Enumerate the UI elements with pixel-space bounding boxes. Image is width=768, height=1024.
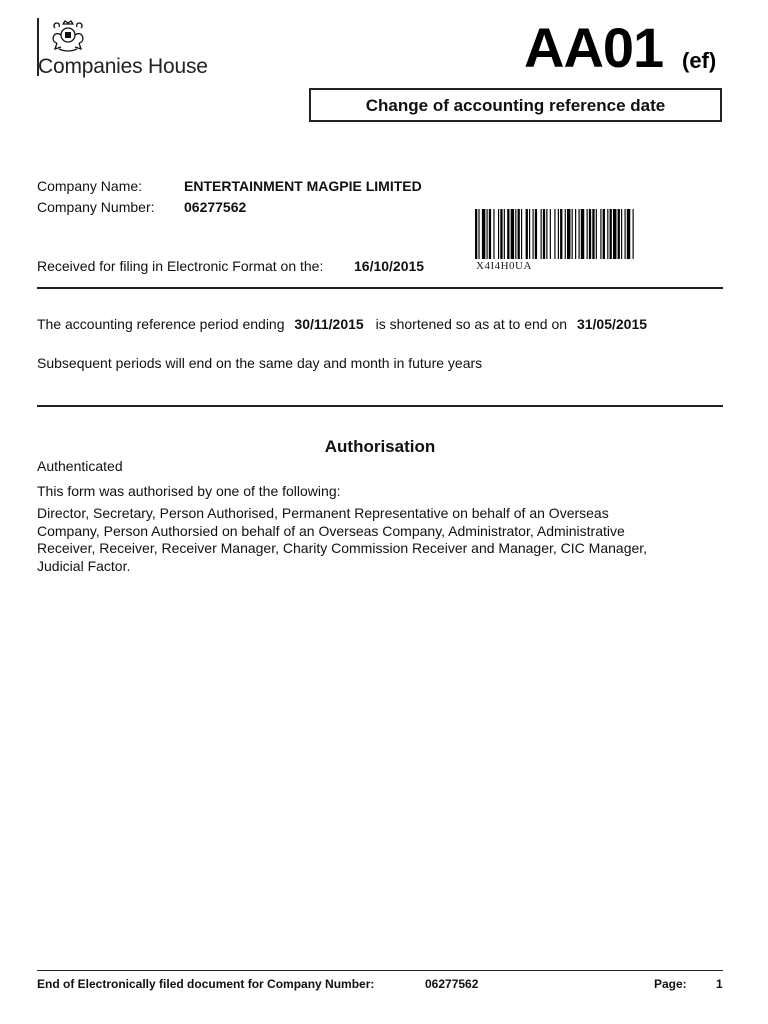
barcode-bar: [521, 209, 522, 259]
barcode-bar: [565, 209, 566, 259]
authorised-roles-line: Director, Secretary, Person Authorised, Permanent Representative on behalf of an Overseas: [37, 505, 609, 521]
barcode-bar: [504, 209, 505, 259]
organisation-name: Companies House: [38, 55, 208, 78]
footer-divider: [37, 970, 723, 971]
barcode-bar: [600, 209, 601, 259]
company-number-value: 06277562: [184, 199, 247, 215]
barcode-bar: [613, 209, 616, 259]
barcode-bar: [493, 209, 494, 259]
barcode-bar: [529, 209, 530, 259]
received-date: 16/10/2015: [354, 258, 425, 274]
barcode: [475, 209, 718, 259]
barcode-bar: [498, 209, 499, 259]
barcode-bar: [572, 209, 573, 259]
barcode-bar: [625, 209, 626, 259]
barcode-bar: [607, 209, 608, 259]
footer-page-label: Page:: [654, 977, 687, 991]
barcode-bar: [507, 209, 509, 259]
barcode-bar: [575, 209, 576, 259]
change-statement: [37, 316, 647, 332]
company-number-label: Company Number:: [37, 199, 155, 215]
authorisation-intro: This form was authorised by one of the following:: [37, 483, 341, 499]
barcode-bar: [596, 209, 597, 259]
footer-company-number: 06277562: [425, 977, 479, 991]
barcode-bar: [589, 209, 591, 259]
barcode-bar: [554, 209, 555, 259]
barcode-bar: [478, 209, 479, 259]
received-label: Received for filing in Electronic Format on the:: [37, 258, 324, 274]
barcode-bar: [546, 209, 547, 259]
barcode-bar: [526, 209, 528, 259]
barcode-bar: [533, 209, 534, 259]
barcode-bar: [621, 209, 622, 259]
barcode-bar: [518, 209, 520, 259]
section-divider: [37, 405, 723, 407]
section-divider: [37, 287, 723, 289]
change-sentence-mid: is shortened so as at to end on: [375, 316, 568, 332]
period-end-date: 30/11/2015: [294, 316, 364, 332]
barcode-bar: [543, 209, 545, 259]
subsequent-periods-note: Subsequent periods will end on the same day and month in future years: [37, 355, 483, 371]
form-code: AA01: [524, 16, 664, 79]
barcode-bar: [610, 209, 612, 259]
company-name-label: Company Name:: [37, 178, 143, 194]
authorised-roles-list: [37, 505, 727, 575]
authorisation-title: Authorisation: [324, 437, 436, 456]
form-title: Change of accounting reference date: [309, 88, 722, 122]
barcode-bar: [579, 209, 580, 259]
barcode-bar: [558, 209, 559, 259]
authorised-roles-line: Receiver, Receiver, Receiver Manager, Charity Commission Receiver and Manager, CIC Manager,: [37, 540, 648, 556]
authorised-roles-line: Company, Person Authorsied on behalf of an Overseas Company, Administrator, Administrative: [37, 522, 625, 539]
authentication-status: Authenticated: [37, 458, 123, 474]
barcode-bar: [500, 209, 502, 259]
barcode-bar: [541, 209, 542, 259]
barcode-bar: [618, 209, 620, 259]
barcode-bar: [487, 209, 488, 259]
form-code-suffix: (ef): [682, 48, 717, 73]
change-sentence-start: The accounting reference period ending: [37, 316, 285, 332]
barcode-bar: [592, 209, 594, 259]
footer-end-label: End of Electronically filed document for Company Number:: [37, 977, 375, 991]
new-end-date: 31/05/2015: [576, 316, 648, 332]
barcode-bar: [475, 209, 477, 259]
barcode-bar: [567, 209, 570, 259]
footer-page-number: 1: [716, 977, 723, 991]
barcode-bar: [489, 209, 491, 259]
barcode-bar: [511, 209, 514, 259]
barcode-bar: [633, 209, 634, 259]
barcode-bar: [482, 209, 485, 259]
barcode-bar: [627, 209, 630, 259]
barcode-bar: [587, 209, 588, 259]
barcode-text: X4I4H0UA: [476, 260, 532, 272]
barcode-bar: [560, 209, 562, 259]
barcode-bar: [535, 209, 537, 259]
royal-crest-icon: [47, 18, 89, 54]
barcode-bar: [550, 209, 551, 259]
authorised-roles-line: Judicial Factor.: [37, 557, 131, 574]
barcode-bar: [603, 209, 605, 259]
company-name-value: ENTERTAINMENT MAGPIE LIMITED: [184, 178, 422, 194]
barcode-bar: [581, 209, 584, 259]
barcode-bar: [515, 209, 516, 259]
